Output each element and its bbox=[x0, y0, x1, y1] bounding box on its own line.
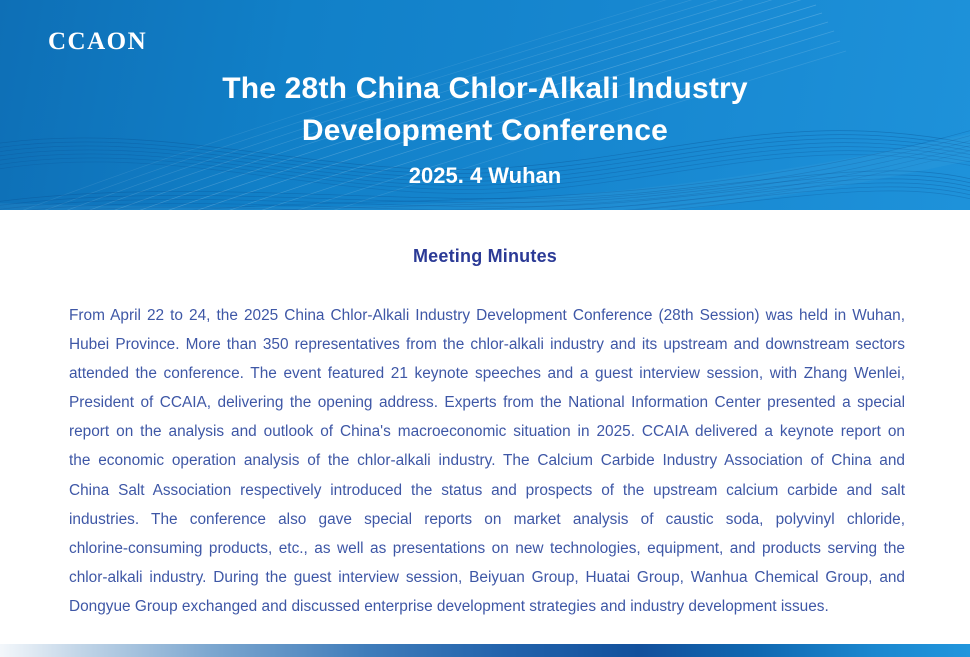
paragraph-line: the economic operation analysis of the chlor-alkali industry. The Calcium Carbide Industry Association of China and bbox=[69, 452, 905, 470]
paragraph-line: report on the analysis and outlook of China's macroeconomic situation in 2025. CCAIA delivered a keynote report on bbox=[69, 423, 905, 441]
paragraph-line: From April 22 to 24, the 2025 China Chlor-Alkali Industry Development Conference (28th Session) was held in Wuhan, bbox=[69, 307, 905, 324]
minutes-paragraph bbox=[69, 301, 905, 621]
paragraph-line: chlor-alkali industry. During the guest interview session, Beiyuan Group, Huatai Group, Wanhua Chemical Group, and bbox=[69, 568, 905, 586]
paragraph-line: chlorine-consuming products, etc., as well as presentations on new technologies, equipment, and products serving the bbox=[69, 539, 905, 557]
paragraph-line: President of CCAIA, delivering the opening address. Experts from the National Information Center presented a special bbox=[69, 394, 905, 412]
conference-title-line1: The 28th China Chlor-Alkali Industry bbox=[222, 72, 748, 105]
paragraph-line: Hubei Province. More than 350 representatives from the chlor-alkali industry and its upstream and downstream sectors bbox=[69, 336, 905, 354]
paragraph-line: China Salt Association respectively introduced the status and prospects of the upstream calcium carbide and salt bbox=[69, 481, 905, 499]
ccaon-logo: CCAON bbox=[48, 28, 148, 55]
conference-title bbox=[0, 68, 970, 152]
paragraph-line: Dongyue Group exchanged and discussed enterprise development strategies and industry development issues. bbox=[69, 597, 829, 615]
paragraph-line: industries. The conference also gave special reports on market analysis of caustic soda, polyvinyl chloride, bbox=[69, 510, 905, 528]
minutes-heading: Meeting Minutes bbox=[412, 246, 557, 266]
paragraph-line: attended the conference. The event featured 21 keynote speeches and a guest interview session, with Zhang Wenlei, bbox=[69, 365, 905, 383]
footer-gradient-strip bbox=[0, 644, 970, 657]
conference-date-location: 2025. 4 Wuhan bbox=[408, 163, 562, 188]
header-banner bbox=[0, 0, 970, 210]
conference-title-line2: Development Conference bbox=[301, 114, 669, 147]
